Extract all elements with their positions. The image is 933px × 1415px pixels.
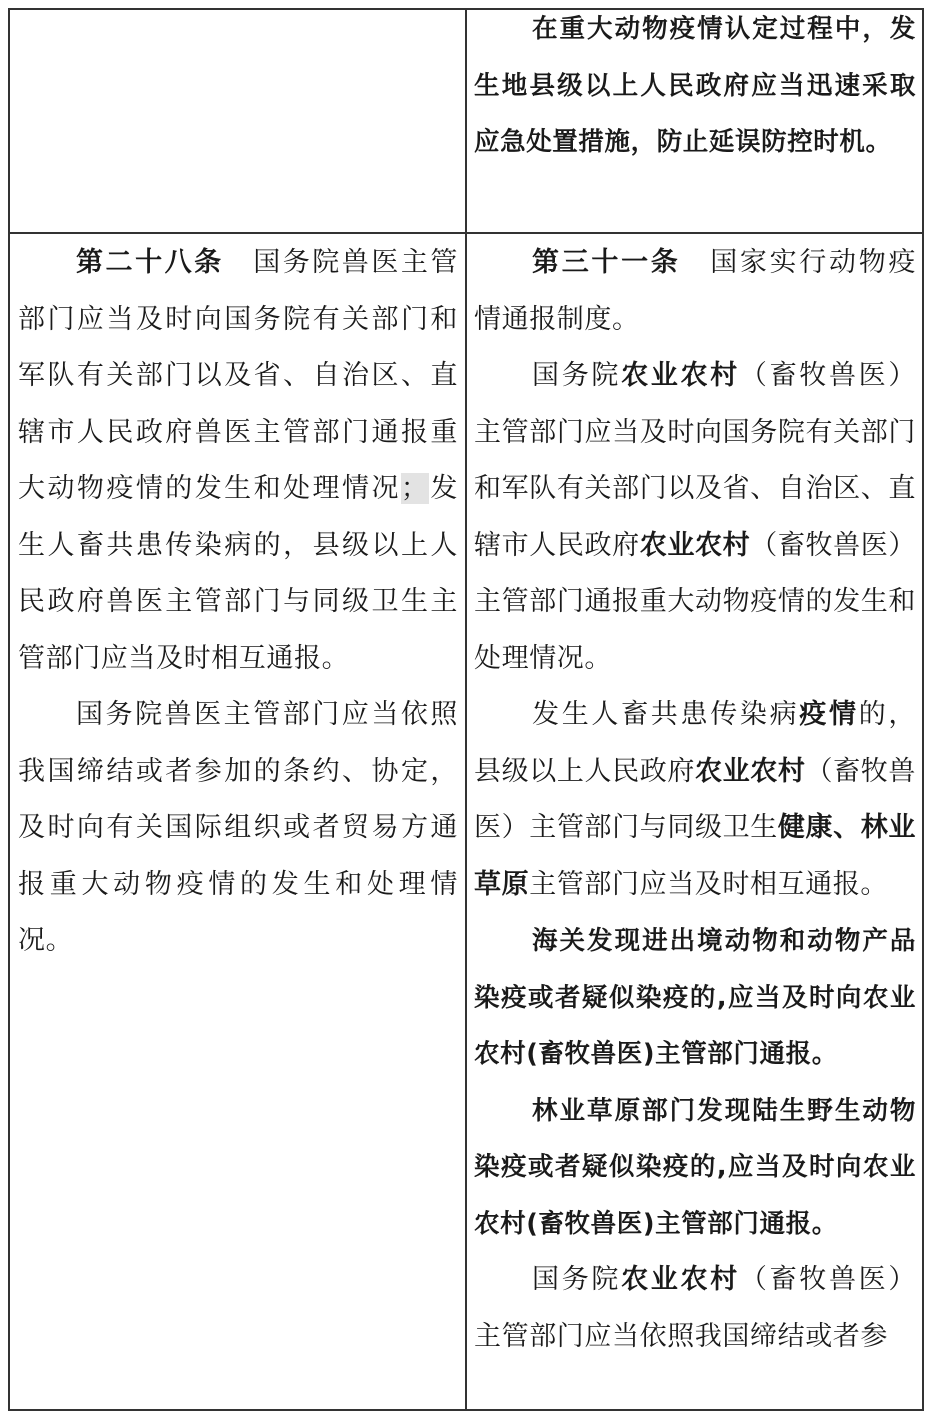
table-border-left — [8, 8, 10, 1410]
paragraph-article-31 — [474, 235, 916, 348]
table-border-bottom — [8, 1409, 924, 1411]
article-number: 第二十八条 — [76, 247, 224, 278]
table-row-divider — [8, 232, 924, 234]
bold-insertion: 疫情 — [799, 699, 859, 730]
paragraph-treaty-report — [474, 1252, 916, 1365]
bold-insertion: 健康、林业草原 — [474, 812, 916, 900]
comparison-table — [8, 8, 924, 1410]
paragraph-text: 国家实行动物疫情通报制度。 — [474, 247, 916, 335]
paragraph-text: （畜牧兽医）主管部门应当依照我国缔结或者参 — [474, 1264, 916, 1352]
bold-insertion: 农业农村 — [621, 1264, 740, 1295]
paragraph-customs-report — [474, 913, 916, 1083]
paragraph-text: 主管部门应当及时相互通报。 — [529, 868, 889, 900]
bold-insertion: 农业农村 — [639, 529, 751, 561]
row2-left-cell — [18, 235, 458, 970]
paragraph-text: （畜牧兽医）主管部门通报重大动物疫情的发生和处理情况。 — [474, 529, 916, 674]
paragraph-zoonosis-report — [474, 687, 916, 913]
table-column-divider — [465, 8, 467, 1410]
paragraph-text: 海关发现进出境动物和动物产品染疫或者疑似染疫的,应当及时向农业农村(畜牧兽医)主管部门通报。 — [474, 926, 916, 1069]
paragraph-text: 林业草原部门发现陆生野生动物染疫或者疑似染疫的,应当及时向农业农村(畜牧兽医)主管部门通报。 — [474, 1095, 916, 1239]
row1-right-cell — [474, 1, 916, 171]
paragraph-text: 国务院 — [532, 360, 622, 391]
paragraph-forestry-report — [474, 1083, 916, 1253]
paragraph-text: 的，县级以上人民政府 — [474, 699, 917, 787]
paragraph-state-council-report — [474, 348, 916, 687]
row2-right-cell — [474, 235, 916, 1365]
table-border-right — [922, 8, 924, 1410]
paragraph-emergency-measures — [474, 1, 916, 171]
paragraph-article-28 — [18, 235, 458, 687]
paragraph-international-report — [18, 687, 458, 970]
paragraph-text: 发生人畜共患传染病 — [532, 699, 800, 730]
paragraph-text: （畜牧兽医）主管部门与同级卫生 — [474, 755, 916, 843]
bold-insertion: 农业农村 — [621, 360, 740, 391]
bold-insertion: 农业农村 — [695, 755, 806, 787]
highlighted-semicolon: ； — [400, 473, 429, 504]
paragraph-text: 发生人畜共患传染病的，县级以上人民政府兽医主管部门与同级卫生主管部门应当及时相互通报。 — [18, 473, 458, 674]
paragraph-text: 在重大动物疫情认定过程中，发生地县级以上人民政府应当迅速采取应急处置措施，防止延误防控时机。 — [474, 14, 916, 157]
paragraph-text: 国务院兽医主管部门应当依照我国缔结或者参加的条约、协定，及时向有关国际组织或者贸易方通报重大动物疫情的发生和处理情况。 — [18, 699, 458, 956]
paragraph-text: 国务院兽医主管部门应当及时向国务院有关部门和军队有关部门以及省、自治区、直辖市人民政府兽医主管部门通报重大动物疫情的发生和处理情况 — [18, 247, 458, 504]
paragraph-text: 国务院 — [532, 1264, 622, 1295]
article-number: 第三十一条 — [532, 247, 681, 278]
paragraph-text: （畜牧兽医）主管部门应当及时向国务院有关部门和军队有关部门以及省、自治区、直辖市人民政府 — [474, 360, 916, 561]
